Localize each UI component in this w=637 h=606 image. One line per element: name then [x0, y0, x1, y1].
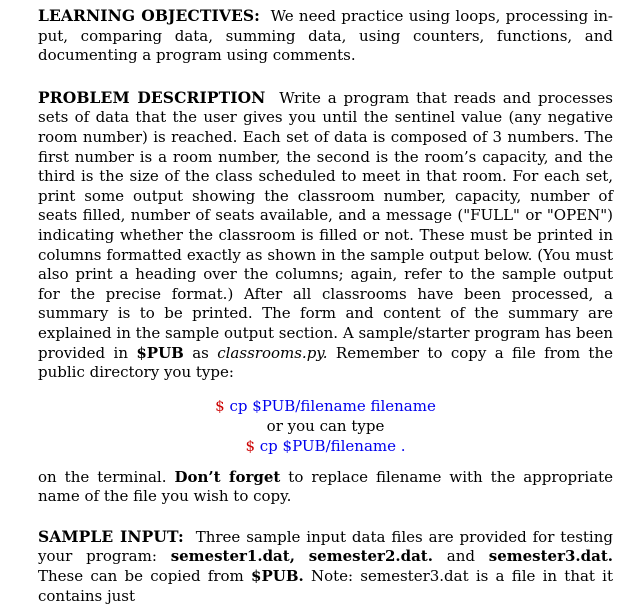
- section-gap: [38, 66, 613, 88]
- sample-and-text: and: [446, 547, 475, 566]
- sample-file-2: semester2.dat.: [308, 547, 433, 566]
- terminal-text-1: on the terminal.: [38, 467, 167, 486]
- copy-command-1-text: cp $PUB/filename filename: [229, 396, 436, 415]
- problem-remember-text: Remember to copy a file from the public directory you type:: [38, 343, 613, 382]
- learning-objectives-paragraph: [38, 6, 613, 66]
- terminal-paragraph: [38, 468, 613, 507]
- sample-file-3: semester3.dat.: [488, 547, 613, 566]
- sample-input-text-3: Note: semester3.dat is a file in that it contains just: [38, 567, 613, 605]
- sample-input-paragraph: [38, 527, 613, 606]
- sample-input-title: SAMPLE INPUT:: [38, 526, 184, 546]
- problem-description-paragraph: [38, 88, 613, 383]
- copy-command-2-text: cp $PUB/filename .: [259, 436, 406, 455]
- sample-input-text-2: These can be copied from: [38, 567, 244, 586]
- shell-prompt: $: [245, 436, 255, 455]
- pub-variable: $PUB: [136, 343, 184, 362]
- pub-variable-2: $PUB.: [251, 567, 304, 586]
- section-gap: [38, 507, 613, 527]
- sample-input-text-1: Three sample input data files are provided for testing your program:: [38, 527, 613, 566]
- problem-as-text: as: [192, 343, 209, 362]
- shell-prompt: $: [215, 396, 225, 415]
- copy-command-1: [38, 396, 613, 416]
- learning-objectives-title: LEARNING OBJECTIVES:: [38, 6, 260, 25]
- learning-objectives-text: We need practice using loops, processing input, comparing data, summing data, using counters, functions, and documenting a program using comments.: [38, 7, 613, 65]
- copy-command-2: [38, 436, 613, 456]
- problem-description-text: Write a program that reads and processes sets of data that the user gives you until the sentinel value (any negative room number) is reached. Each set of data is composed of 3 numbers. The first number is a room number, the second is the room’s capacity, and the third is the size of the class scheduled to meet in that room. For each set, print some output showing the classroom number, capacity, number of seats filled, number of seats available, and a message ("FULL" or "OPEN") indicating whether the classroom is filled or not. These must be printed in columns formatted exactly as shown in the sample output below. (You must also print a heading over the columns; again, refer to the sample output for the precise format.) After all classrooms have been processed, a summary is to be printed. The form and content of the summary are explained in the sample output section. A sample/starter program has been provided in: [38, 88, 613, 362]
- dont-forget-emphasis: Don’t forget: [174, 467, 281, 486]
- sample-file-1: semester1.dat,: [170, 547, 295, 566]
- terminal-text-2: to replace filename with the appropriate name of the file you wish to copy.: [38, 467, 613, 506]
- or-you-can-type: or you can type: [266, 416, 385, 435]
- starter-filename: classrooms.py.: [217, 343, 328, 362]
- copy-commands-block: [38, 396, 613, 456]
- problem-description-title: PROBLEM DESCRIPTION: [38, 87, 266, 107]
